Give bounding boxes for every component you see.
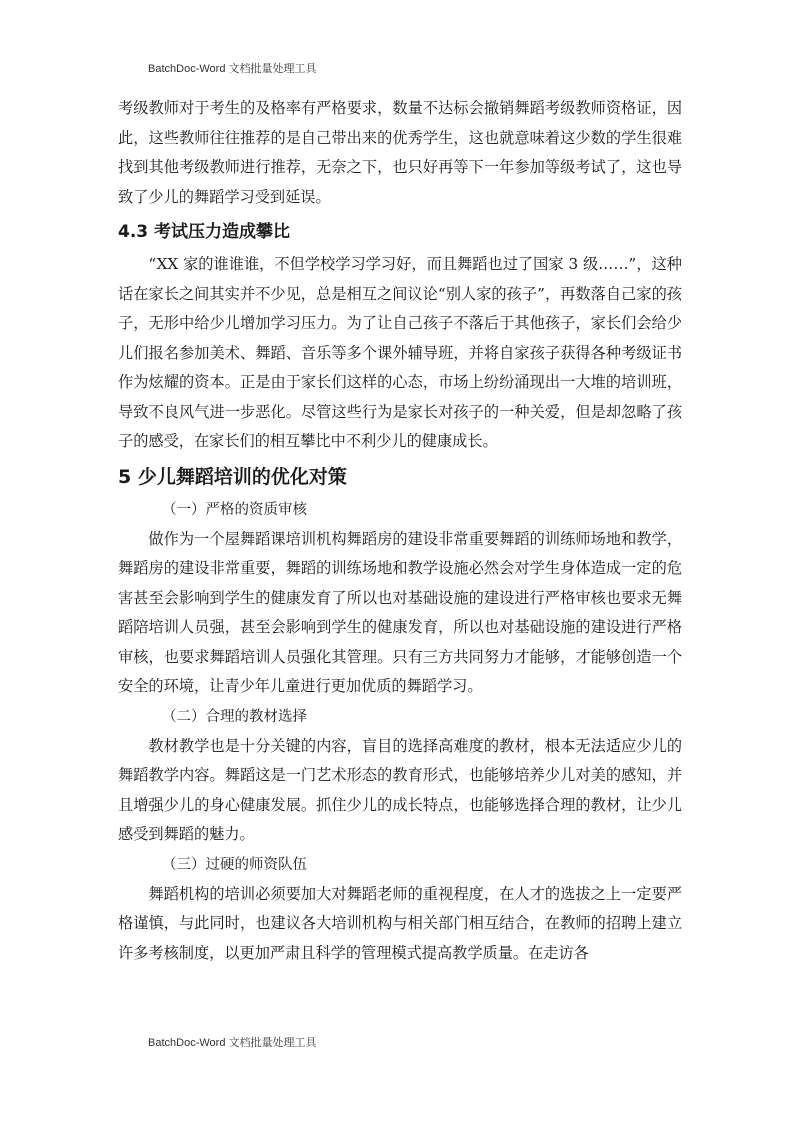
subheading-qualification-review: （一）严格的资质审核 — [162, 501, 307, 518]
subheading-textbook-selection: （二）合理的教材选择 — [162, 708, 307, 725]
page-footer: BatchDoc-Word 文档批量处理工具 — [148, 1037, 317, 1049]
section-heading-4-3: 4.3 考试压力造成攀比 — [118, 222, 291, 242]
subheading-teaching-staff: （三）过硬的师资队伍 — [162, 856, 307, 873]
document-body — [118, 94, 682, 968]
paragraph-textbook-selection: 教材教学也是十分关键的内容，盲目的选择高难度的教材，根本无法适应少儿的舞蹈教学内容。舞蹈这是一门艺术形态的教育形式，也能够培养少儿对美的感知，并且增强少儿的身心健康发展。抓住少儿的成长特点，也能够选择合理的教材，让少儿感受到舞蹈的魅力。 — [118, 736, 682, 843]
paragraph-exam-teacher-pass-rate: 考级教师对于考生的及格率有严格要求，数量不达标会撤销舞蹈考级教师资格证，因此，这些教师往往推荐的是自己带出来的优秀学生，这也就意味着这少数的学生很难找到其他考级教师进行推荐，无奈之下，也只好再等下一年参加等级考试了，这也导致了少儿的舞蹈学习受到延误。 — [118, 99, 682, 206]
paragraph-parent-comparison: “XX 家的谁谁谁，不但学校学习学习好，而且舞蹈也过了国家 3 级……”，这种话在家长之间其实并不少见，总是相互之间议论“别人家的孩子”，再数落自己家的孩子，无形中给少儿增加学习压力。为了让自己孩子不落后于其他孩子，家长们会给少儿们报名参加美术、舞蹈、音乐等多个课外辅导班，并将自家孩子获得各种考级证书作为炫耀的资本。正是由于家长们这样的心态，市场上纷纷涌现出一大堆的培训班，导致不良风气进一步恶化。尽管这些行为是家长对孩子的一种关爱，但是却忽略了孩子的感受，在家长们的相互攀比中不利少儿的健康成长。 — [118, 255, 682, 450]
page-header: BatchDoc-Word 文档批量处理工具 — [148, 63, 317, 75]
section-heading-5: 5 少儿舞蹈培训的优化对策 — [118, 465, 347, 488]
paragraph-teaching-staff: 舞蹈机构的培训必须要加大对舞蹈老师的重视程度，在人才的选拔之上一定要严格谨慎，与此同时，也建议各大培训机构与相关部门相互结合，在教师的招聘上建立许多考核制度，以更加严肃且科学的管理模式提高教学质量。在走访各 — [118, 884, 682, 962]
paragraph-qualification-review: 做作为一个屋舞蹈课培训机构舞蹈房的建设非常重要舞蹈的训练师场地和教学，舞蹈房的建设非常重要，舞蹈的训练场地和教学设施必然会对学生身体造成一定的危害甚至会影响到学生的健康发育了所以也对基础设施的建设进行严格审核也要求无舞蹈陪培训人员强，甚至会影响到学生的健康发育，所以也对基础设施的建设进行严格审核，也要求舞蹈培训人员强化其管理。只有三方共同努力才能够，才能够创造一个安全的环境，让青少年儿童进行更加优质的舞蹈学习。 — [118, 529, 682, 695]
